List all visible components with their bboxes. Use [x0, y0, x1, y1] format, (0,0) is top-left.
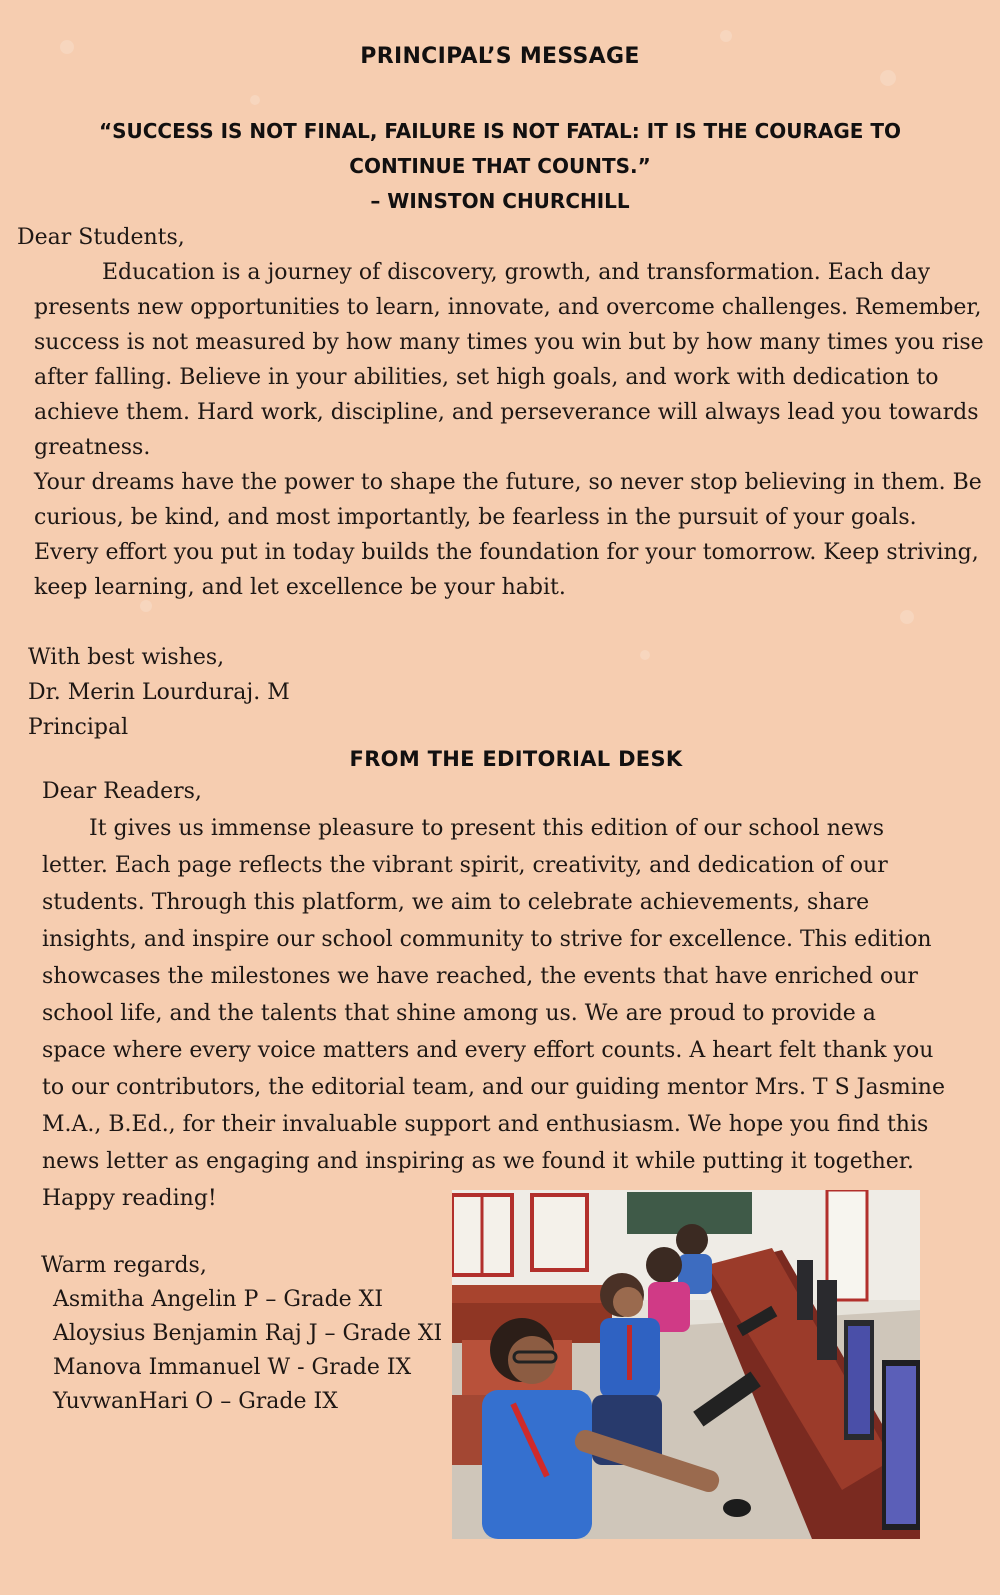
quote-text: “SUCCESS IS NOT FINAL, FAILURE IS NOT FATAL: IT IS THE COURAGE TO CONTINUE THAT COUNTS.”: [98, 119, 902, 178]
editorial-salutation: Dear Readers,: [42, 779, 202, 804]
team-member: YuvwanHari O – Grade IX: [53, 1389, 338, 1414]
editorial-line: students. Through this platform, we aim to celebrate achievements, share: [42, 890, 870, 915]
editorial-line: space where every voice matters and every effort counts. A heart felt thank you: [42, 1038, 934, 1063]
team-member: Aloysius Benjamin Raj J – Grade XI: [53, 1321, 443, 1346]
team-member: Asmitha Angelin P – Grade XI: [53, 1287, 384, 1312]
decor-dot: [880, 70, 896, 86]
editorial-line: It gives us immense pleasure to present this edition of our school news: [89, 816, 884, 841]
editorial-line: letter. Each page reflects the vibrant spirit, creativity, and dedication of our: [42, 853, 888, 878]
editorial-line: Happy reading!: [42, 1186, 217, 1211]
decor-dot: [720, 30, 732, 42]
team-member: Manova Immanuel W - Grade IX: [53, 1355, 412, 1380]
editorial-line: showcases the milestones we have reached, the events that have enriched our: [42, 964, 918, 989]
principal-title: Principal: [28, 715, 129, 740]
editorial-line: school life, and the talents that shine among us. We are proud to provide a: [42, 1001, 876, 1026]
principal-heading: PRINCIPAL’S MESSAGE: [360, 44, 640, 69]
principal-body: [34, 255, 984, 605]
editorial-line: insights, and inspire our school community to strive for excellence. This edition: [42, 927, 932, 952]
principal-paragraph-2: Your dreams have the power to shape the future, so never stop believing in them. Be curious, be kind, and most importantly, be fearless in the pursuit of your goals. Every effort you put in today builds the foundation for your tomorrow. Keep striving, keep learning, and let excellence be your habit.: [34, 470, 982, 600]
computer-lab-illustration: [452, 1190, 920, 1539]
computer-lab-photo: [452, 1190, 920, 1539]
principal-paragraph-1: Education is a journey of discovery, growth, and transformation. Each day presents new opportunities to learn, innovate, and overcome challenges. Remember, success is not measured by how many times you win but by how many times you rise after falling. Believe in your abilities, set high goals, and work with dedication to achieve them. Hard work, discipline, and perseverance will always lead you towards greatness.: [34, 260, 984, 460]
editorial-line: to our contributors, the editorial team, and our guiding mentor Mrs. T S Jasmine: [42, 1075, 945, 1100]
decor-dot: [640, 650, 650, 660]
editorial-heading: FROM THE EDITORIAL DESK: [349, 747, 683, 771]
principal-closing: With best wishes,: [28, 645, 225, 670]
decor-dot: [900, 610, 914, 624]
editorial-line: news letter as engaging and inspiring as we found it while putting it together.: [42, 1149, 914, 1174]
editorial-closing: Warm regards,: [41, 1253, 207, 1278]
principal-salutation: Dear Students,: [17, 225, 185, 250]
quote-author: – WINSTON CHURCHILL: [370, 189, 630, 213]
principal-name: Dr. Merin Lourduraj. M: [28, 680, 290, 705]
editorial-line: M.A., B.Ed., for their invaluable support and enthusiasm. We hope you find this: [42, 1112, 929, 1137]
decor-dot: [250, 95, 260, 105]
